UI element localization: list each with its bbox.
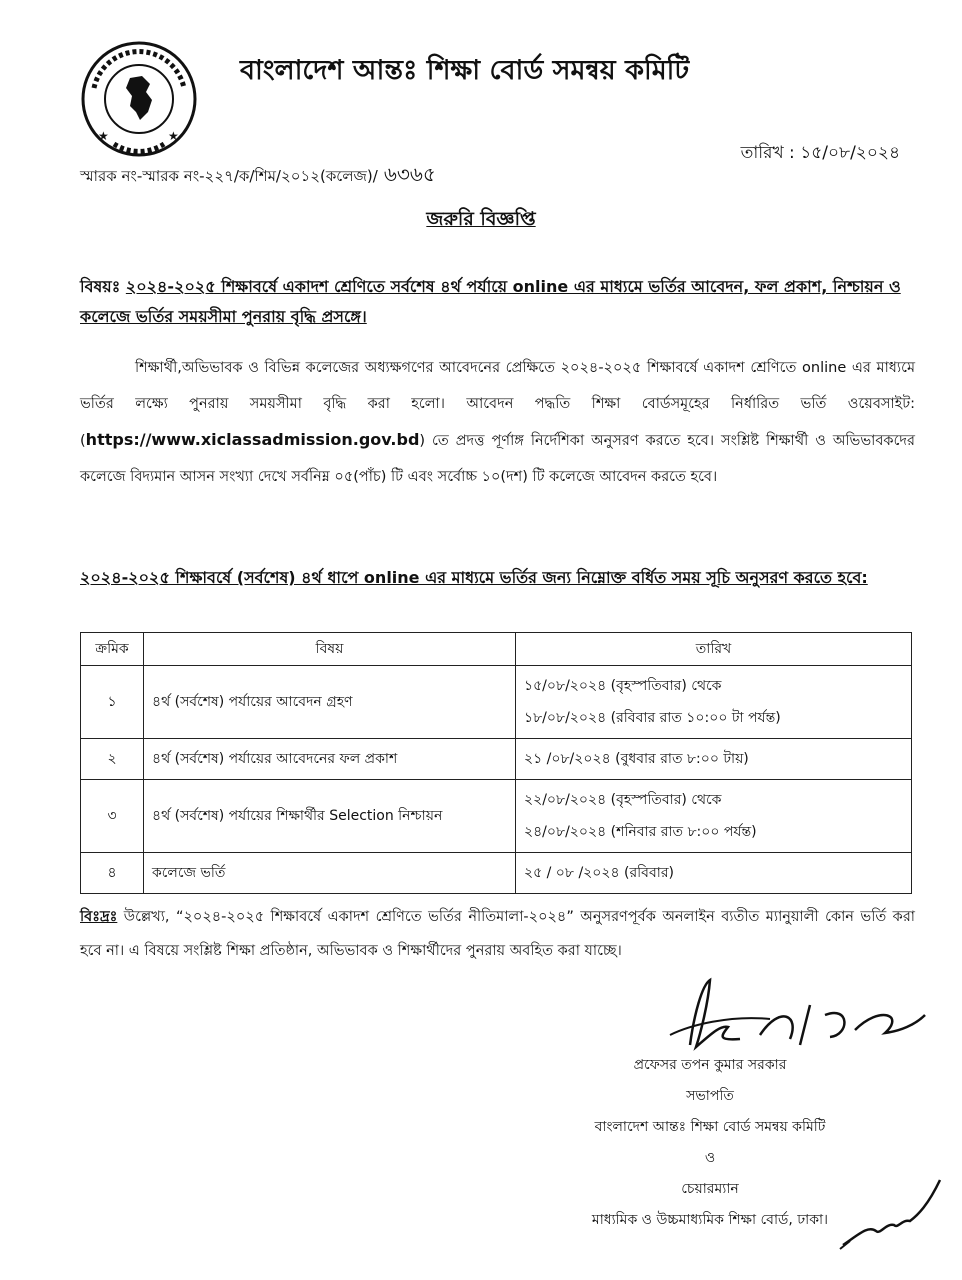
- table-row: [81, 739, 912, 780]
- body-paragraph: [80, 350, 915, 495]
- schedule-heading: ২০২৪-২০২৫ শিক্ষাবর্ষে (সর্বশেষ) ৪র্থ ধাপে online এর মাধ্যমে ভর্তির জন্য নিম্নোক্ত বর্ধিত সময় সূচি অনুসরণ করতে হবে:: [80, 568, 868, 587]
- row-subject: ৪র্থ (সর্বশেষ) পর্যায়ের শিক্ষার্থীর Selection নিশ্চায়ন: [144, 780, 516, 853]
- memo-reference: [80, 160, 436, 193]
- svg-text:★: ★: [98, 129, 109, 143]
- row-date-start: ১৫/০৮/২০২৪ (বৃহস্পতিবার) থেকে: [524, 678, 722, 694]
- handwritten-signature: [650, 975, 940, 1055]
- government-seal-icon: [80, 40, 198, 158]
- subject-text: ২০২৪-২০২৫ শিক্ষাবর্ষে একাদশ শ্রেণিতে সর্বশেষ ৪র্থ পর্যায়ে online এর মাধ্যমে ভর্তির আবেদন, ফল প্রকাশ, নিশ্চায়ন ও কলেজে ভর্তির সময়সীমা পুনরায় বৃদ্ধি প্রসঙ্গে।: [80, 277, 901, 326]
- table-row: [81, 666, 912, 739]
- organization-title: বাংলাদেশ আন্তঃ শিক্ষা বোর্ড সমন্বয় কমিটি: [240, 55, 690, 86]
- signatory-organization-2: মাধ্যমিক ও উচ্চমাধ্যমিক শিক্ষা বোর্ড, ঢাকা।: [591, 1212, 829, 1228]
- row-subject: কলেজে ভর্তি: [144, 853, 516, 894]
- row-serial: ২: [81, 739, 144, 780]
- body-text-part2: ) তে প্রদত্ত পূর্ণাঙ্গ নির্দেশিকা অনুসরণ করতে হবে। সংশ্লিষ্ট শিক্ষার্থী ও অভিভাবকদের কলেজে বিদ্যমান আসন সংখ্যা দেখে সর্বনিম্ন ০৫(পাঁচ) টি এবং সর্বোচ্চ ১০(দশ) টি কলেজে আবেদন করতে হবে।: [80, 433, 915, 485]
- row-serial: ৩: [81, 780, 144, 853]
- signatory-name: প্রফেসর তপন কুমার সরকার: [633, 1057, 787, 1073]
- svg-text:★: ★: [168, 129, 179, 143]
- body-text-part1: শিক্ষার্থী,অভিভাবক ও বিভিন্ন কলেজের অধ্যক্ষগণের আবেদনের প্রেক্ষিতে ২০২৪-২০২৫ শিক্ষাবর্ষে একাদশ শ্রেণিতে online এর মাধ্যমে ভর্তির লক্ষ্যে পুনরায় সময়সীমা বৃদ্ধি করা হলো। আবেদন পদ্ধতি শিক্ষা বোর্ডসমূহের নির্ধারিত ভর্তি ওয়েবসাইট:(: [80, 360, 915, 449]
- signatory-organization-1: বাংলাদেশ আন্তঃ শিক্ষা বোর্ড সমন্বয় কমিটি: [594, 1119, 826, 1135]
- row-date: [516, 780, 912, 853]
- signatory-designation-1: সভাপতি: [686, 1088, 734, 1104]
- admission-website-url: https://www.xiclassadmission.gov.bd: [85, 430, 420, 449]
- table-header-row: [81, 633, 912, 666]
- row-date: [516, 666, 912, 739]
- row-subject: ৪র্থ (সর্বশেষ) পর্যায়ের আবেদনের ফল প্রকাশ: [144, 739, 516, 780]
- row-date-start: ২৫ / ০৮ /২০২৪ (রবিবার): [524, 865, 674, 881]
- row-date-start: ২২/০৮/২০২৪ (বৃহস্পতিবার) থেকে: [524, 792, 722, 808]
- note-text: উল্লেখ্য, “২০২৪-২০২৫ শিক্ষাবর্ষে একাদশ শ্রেণিতে ভর্তির নীতিমালা-২০২৪” অনুসরণপূর্বক অনলাইন ব্যতীত ম্যানুয়ালী কোন ভর্তি করা হবে না। এ বিষয়ে সংশ্লিষ্ট শিক্ষা প্রতিষ্ঠান, অভিভাবক ও শিক্ষার্থীদের পুনরায় অবহিত করা যাচ্ছে।: [80, 909, 915, 959]
- subject-label: বিষয়ঃ: [80, 277, 121, 296]
- row-serial: ১: [81, 666, 144, 739]
- signatory-conjunction: ও: [704, 1150, 716, 1166]
- row-serial: ৪: [81, 853, 144, 894]
- memo-number: ৬৩৬৫: [383, 162, 436, 186]
- table-row: [81, 780, 912, 853]
- row-date-start: ২১ /০৮/২০২৪ (বুধবার রাত ৮:০০ টায়): [524, 751, 749, 767]
- schedule-table: [80, 632, 912, 894]
- subject-line: [80, 272, 915, 332]
- table-row: [81, 853, 912, 894]
- row-date-end: ১৮/০৮/২০২৪ (রবিবার রাত ১০:০০ টা পর্যন্ত): [524, 710, 781, 726]
- row-date-end: ২৪/০৮/২০২৪ (শনিবার রাত ৮:০০ পর্যন্ত): [524, 824, 757, 840]
- note-label: বিঃদ্রঃ: [80, 909, 118, 925]
- memo-prefix: স্মারক নং-স্মারক নং-২২৭/ক/শিম/২০১২(কলেজ)/: [80, 167, 378, 185]
- notice-title: জরুরি বিজ্ঞপ্তি: [426, 208, 536, 230]
- row-date: [516, 739, 912, 780]
- handwritten-initial: [838, 1175, 948, 1255]
- signature-block: [530, 1050, 890, 1236]
- header-subject: বিষয়: [144, 633, 516, 666]
- header-serial: ক্রমিক: [81, 633, 144, 666]
- row-subject: ৪র্থ (সর্বশেষ) পর্যায়ের আবেদন গ্রহণ: [144, 666, 516, 739]
- row-date: [516, 853, 912, 894]
- note-paragraph: [80, 900, 915, 968]
- notice-date: তারিখ : ১৫/০৮/২০২৪: [740, 143, 900, 163]
- header-date: তারিখ: [516, 633, 912, 666]
- signatory-designation-2: চেয়ারম্যান: [681, 1181, 739, 1197]
